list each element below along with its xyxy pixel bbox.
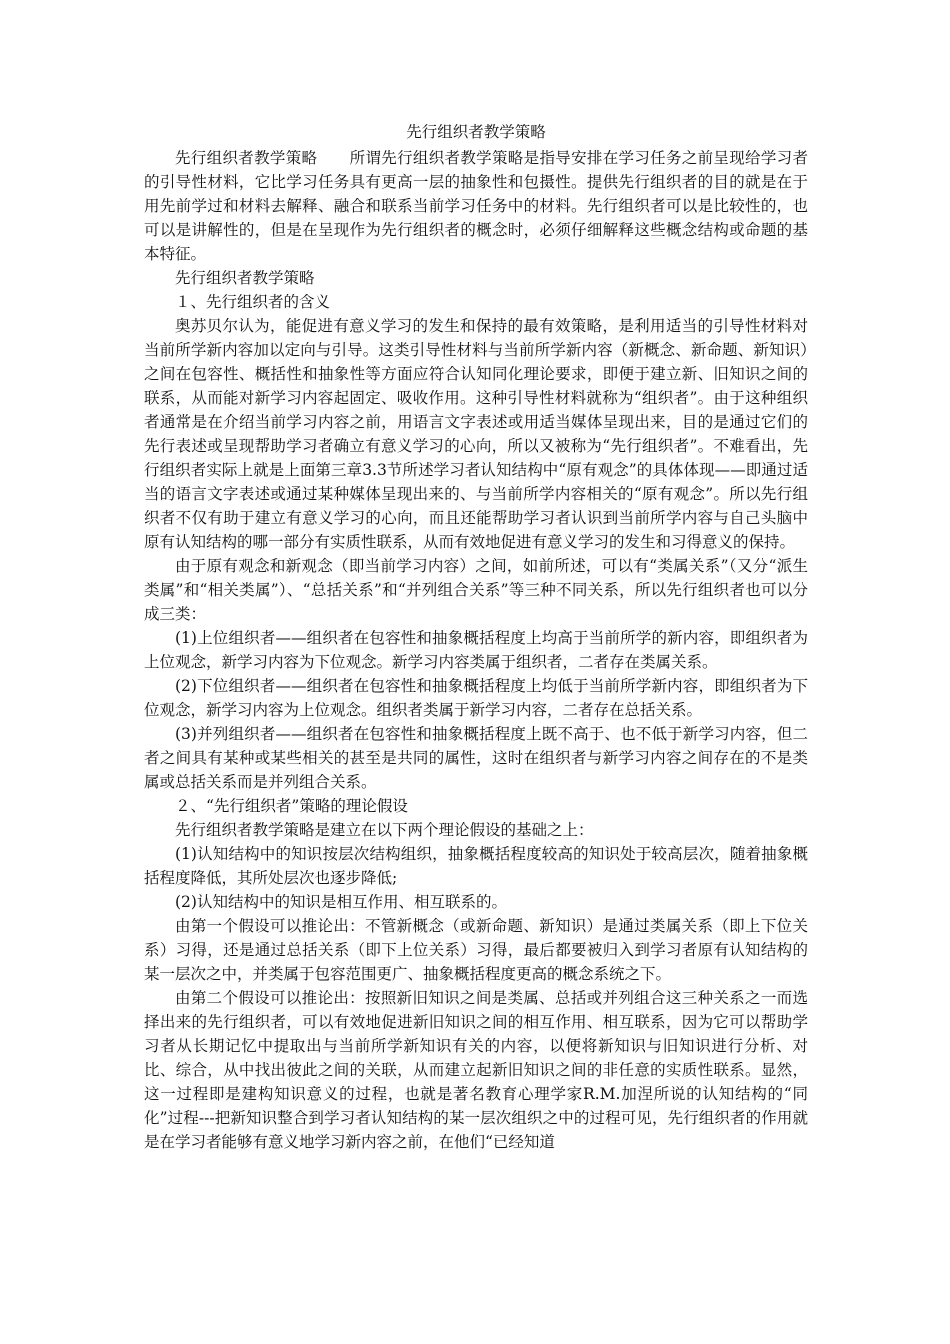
list-item-combinatorial: (3)并列组织者——组织者在包容性和抽象概括程度上既不高于、也不低于新学习内容，但二者之间具有某种或某些相关的甚至是共同的属性，这时在组织者与新学习内容之间存在的不是类属或总括关系而是并列组合关系。	[144, 725, 808, 791]
section-heading-1: １、先行组织者的含义	[175, 293, 331, 311]
paragraph-ausubel: 奥苏贝尔认为，能促进有意义学习的发生和保持的最有效策略，是利用适当的引导性材料对当前所学新内容加以定向与引导。这类引导性材料与当前所学新内容（新概念、新命题、新知识）之间在包容性、概括性和抽象性等方面应符合认知同化理论要求，即便于建立新、旧知识之间的联系，从而能对新学习内容起固定、吸收作用。这种引导性材料就称为“组织者”。由于这种组织者通常是在介绍当前学习内容之前，用语言文字表述或用适当媒体呈现出来，目的是通过它们的先行表述或呈现帮助学习者确立有意义学习的心向，所以又被称为“先行组织者”。不难看出，先行组织者实际上就是上面第三章3.3节所述学习者认知结构中“原有观念”的具体体现——即通过适当的语言文字表述或通过某种媒体呈现出来的、与当前所学内容相关的“原有观念”。所以先行组织者不仅有助于建立有意义学习的心向，而且还能帮助学习者认识到当前所学内容与自己头脑中原有认知结构的哪一部分有实质性联系，从而有效地促进有意义学习的发生和习得意义的保持。	[144, 317, 808, 551]
paragraph-inference-2: 由第二个假设可以推论出：按照新旧知识之间是类属、总括或并列组合这三种关系之一而选择出来的先行组织者，可以有效地促进新旧知识之间的相互作用、相互联系，因为它可以帮助学习者从长期记忆中提取出与当前所学新知识有关的内容，以便将新知识与旧知识进行分析、对比、综合，从中找出彼此之间的关联，从而建立起新旧知识之间的非任意的实质性联系。显然，这一过程即是建构知识意义的过程，也就是著名教育心理学家R.M.加涅所说的认知结构的“同化”过程---把新知识整合到学习者认知结构的某一层次组织之中的过程可见，先行组织者的作用就是在学习者能够有意义地学习新内容之前，在他们“已经知道	[144, 989, 808, 1151]
list-item-assumption-1: (1)认知结构中的知识按层次结构组织，抽象概括程度较高的知识处于较高层次，随着抽象概括程度降低，其所处层次也逐步降低;	[144, 845, 808, 887]
document-page	[144, 120, 808, 1154]
intro-paragraph	[144, 146, 808, 266]
document-title: 先行组织者教学策略	[406, 123, 546, 141]
section-heading-strategy: 先行组织者教学策略	[175, 269, 315, 287]
list-item-subordinate: (2)下位组织者——组织者在包容性和抽象概括程度上均低于当前所学新内容，即组织者为下位观念，新学习内容为上位观念。组织者类属于新学习内容，二者存在总括关系。	[144, 677, 808, 719]
paragraph-inference-1: 由第一个假设可以推论出：不管新概念（或新命题、新知识）是通过类属关系（即上下位关系）习得，还是通过总括关系（即下上位关系）习得，最后都要被归入到学习者原有认知结构的某一层次之中，并类属于包容范围更广、抽象概括程度更高的概念系统之下。	[144, 917, 808, 983]
intro-label: 先行组织者教学策略	[175, 149, 318, 167]
list-item-superordinate: (1)上位组织者——组织者在包容性和抽象概括程度上均高于当前所学的新内容，即组织者为上位观念，新学习内容为下位观念。新学习内容类属于组织者，二者存在类属关系。	[144, 629, 808, 671]
list-item-assumption-2: (2)认知结构中的知识是相互作用、相互联系的。	[175, 893, 507, 911]
paragraph-three-types: 由于原有观念和新观念（即当前学习内容）之间，如前所述，可以有“类属关系”（又分“派生类属”和“相关类属”）、“总括关系”和“并列组合关系”等三种不同关系，所以先行组织者也可以分成三类：	[144, 557, 808, 623]
paragraph-assumptions-intro: 先行组织者教学策略是建立在以下两个理论假设的基础之上：	[175, 821, 594, 839]
intro-text: 所谓先行组织者教学策略是指导安排在学习任务之前呈现给学习者的引导性材料，它比学习任务具有更高一层的抽象性和包摄性。提供先行组织者的目的就是在于用先前学过和材料去解释、融合和联系当前学习任务中的材料。先行组织者可以是比较性的，也可以是讲解性的，但是在呈现作为先行组织者的概念时，必须仔细解释这些概念结构或命题的基本特征。	[144, 149, 808, 263]
section-heading-2: ２、“先行组织者”策略的理论假设	[175, 797, 408, 815]
